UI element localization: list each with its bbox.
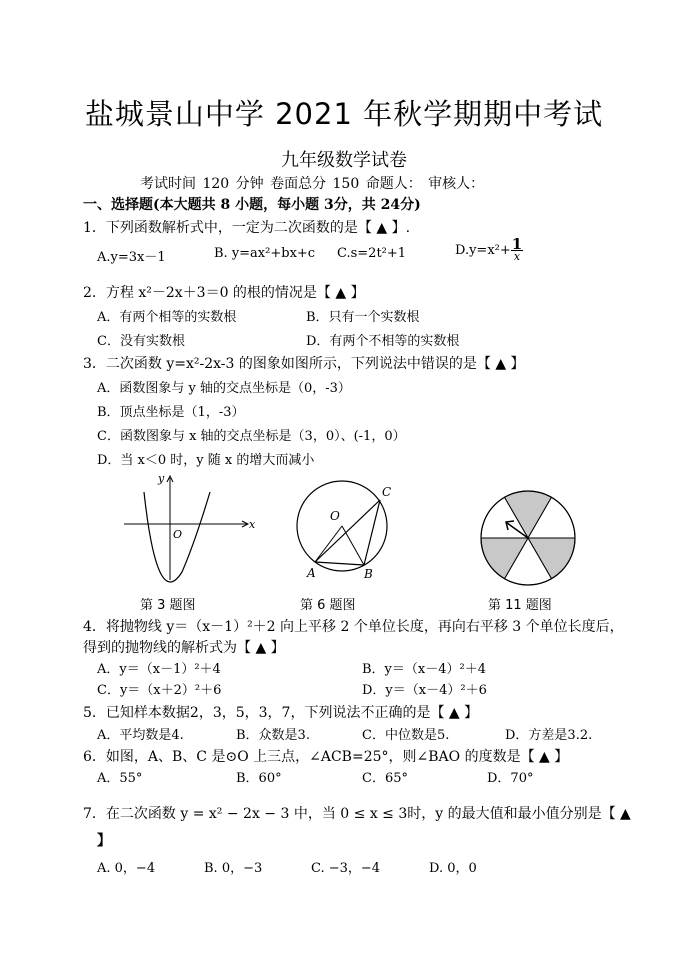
- point-b-label: B: [364, 567, 373, 581]
- point-c-label: C: [382, 485, 392, 499]
- q5-option-b: B．众数是3.: [236, 728, 310, 743]
- q4-option-d: D．y＝（x－4）²＋6: [362, 683, 487, 698]
- q1-option-d-fraction: [511, 235, 523, 263]
- q4-option-b: B．y＝（x－4）²＋4: [362, 662, 486, 677]
- fraction-denominator: x: [513, 250, 521, 263]
- q5-option-c: C．中位数是5.: [362, 728, 450, 743]
- q2-option-d: D．有两个不相等的实数根: [306, 334, 460, 349]
- q4-option-c: C．y＝（x＋2）²＋6: [97, 683, 222, 698]
- q6-option-d: D．70°: [487, 771, 534, 786]
- q1-stem: 1．下列函数解析式中，一定为二次函数的是【 ▲ 】.: [83, 220, 411, 236]
- q3-option-b: B．顶点坐标是（1，-3）: [97, 405, 245, 420]
- q2-option-a: A．有两个相等的实数根: [97, 310, 237, 325]
- figure-q11-caption: 第 11 题图: [488, 598, 552, 613]
- q4-option-a: A．y＝（x－1）²＋4: [97, 662, 221, 677]
- q5-stem: 5．已知样本数据2，3，5，3，7，下列说法不正确的是【 ▲ 】: [83, 705, 479, 721]
- q7-option-a: A. 0，−4: [97, 861, 156, 876]
- q3-stem: 3．二次函数 y=x²-2x-3 的图象如图所示，下列说法中错误的是【 ▲ 】: [83, 356, 525, 372]
- figure-q3-caption: 第 3 题图: [140, 598, 196, 613]
- q3-option-a: A．函数图象与 y 轴的交点坐标是（0，-3）: [97, 381, 351, 396]
- q1-option-a: A.y=3x－1: [97, 250, 166, 265]
- chord-bc: [364, 500, 380, 565]
- q7-stem: 7．在二次函数 y = x² − 2x − 3 中，当 0 ≤ x ≤ 3时，y 的最大值和最小值分别是【 ▲: [83, 806, 631, 822]
- figure-q6-circle: [290, 478, 400, 582]
- q1-option-b: B. y=ax²+bx+c: [214, 246, 316, 261]
- q7-option-b: B. 0，−3: [204, 861, 263, 876]
- q5-option-d: D．方差是3.2.: [505, 728, 593, 743]
- q4-stem-line1: 4．将抛物线 y＝（x－1）²＋2 向上平移 2 个单位长度，再向右平移 3 个单位长度后，: [83, 619, 624, 635]
- q2-stem: 2．方程 x²－2x＋3＝0 的根的情况是【 ▲ 】: [83, 285, 365, 301]
- point-o-label: O: [330, 509, 340, 523]
- q2-option-b: B．只有一个实数根: [306, 310, 420, 325]
- q6-option-a: A．55°: [97, 771, 143, 786]
- q2-option-c: C．没有实数根: [97, 334, 185, 349]
- q1-option-c: C.s=2t²+1: [337, 246, 407, 261]
- q7-bracket: 】: [97, 833, 111, 849]
- q1-option-d: [455, 235, 523, 263]
- section-heading: 一、选择题(本大题共 8 小题，每小题 3分，共 24分): [83, 197, 421, 213]
- chord-ac: [315, 500, 380, 562]
- exam-subtitle: 九年级数学试卷: [281, 150, 407, 171]
- q3-option-c: C．函数图象与 x 轴的交点坐标是（3，0）、(-1，0）: [97, 429, 406, 444]
- q3-option-d: D．当 x＜0 时，y 随 x 的增大而减小: [97, 453, 315, 468]
- fraction-numerator: 1: [511, 235, 523, 253]
- q4-stem-line2: 得到的抛物线的解析式为【 ▲ 】: [83, 640, 285, 656]
- radius-oa: [315, 526, 342, 562]
- q7-option-d: D. 0，0: [429, 861, 477, 876]
- chord-ab: [315, 562, 364, 565]
- y-axis-label: y: [158, 472, 165, 485]
- origin-label: O: [173, 528, 183, 541]
- radius-ob: [342, 526, 364, 565]
- x-axis-label: x: [249, 518, 256, 531]
- point-a-label: A: [307, 566, 316, 580]
- q6-option-c: C．65°: [362, 771, 408, 786]
- q1-option-d-prefix: D.y=x²+: [455, 243, 511, 258]
- q5-option-a: A．平均数是4.: [97, 728, 184, 743]
- q6-stem: 6．如图，A、B、C 是⊙O 上三点，∠ACB=25°，则∠BAO 的度数是【 ▲ 】: [83, 749, 569, 765]
- exam-info: 考试时间 120 分钟 卷面总分 150 命题人： 审核人：: [140, 176, 485, 192]
- figure-q6-caption: 第 6 题图: [300, 598, 356, 613]
- figure-q11-spinner: [478, 488, 578, 588]
- figure-q3-parabola: [120, 472, 260, 584]
- q7-option-c: C. −3，−4: [311, 861, 381, 876]
- q6-option-b: B．60°: [236, 771, 282, 786]
- exam-title: 盐城景山中学 2021 年秋学期期中考试: [84, 97, 604, 131]
